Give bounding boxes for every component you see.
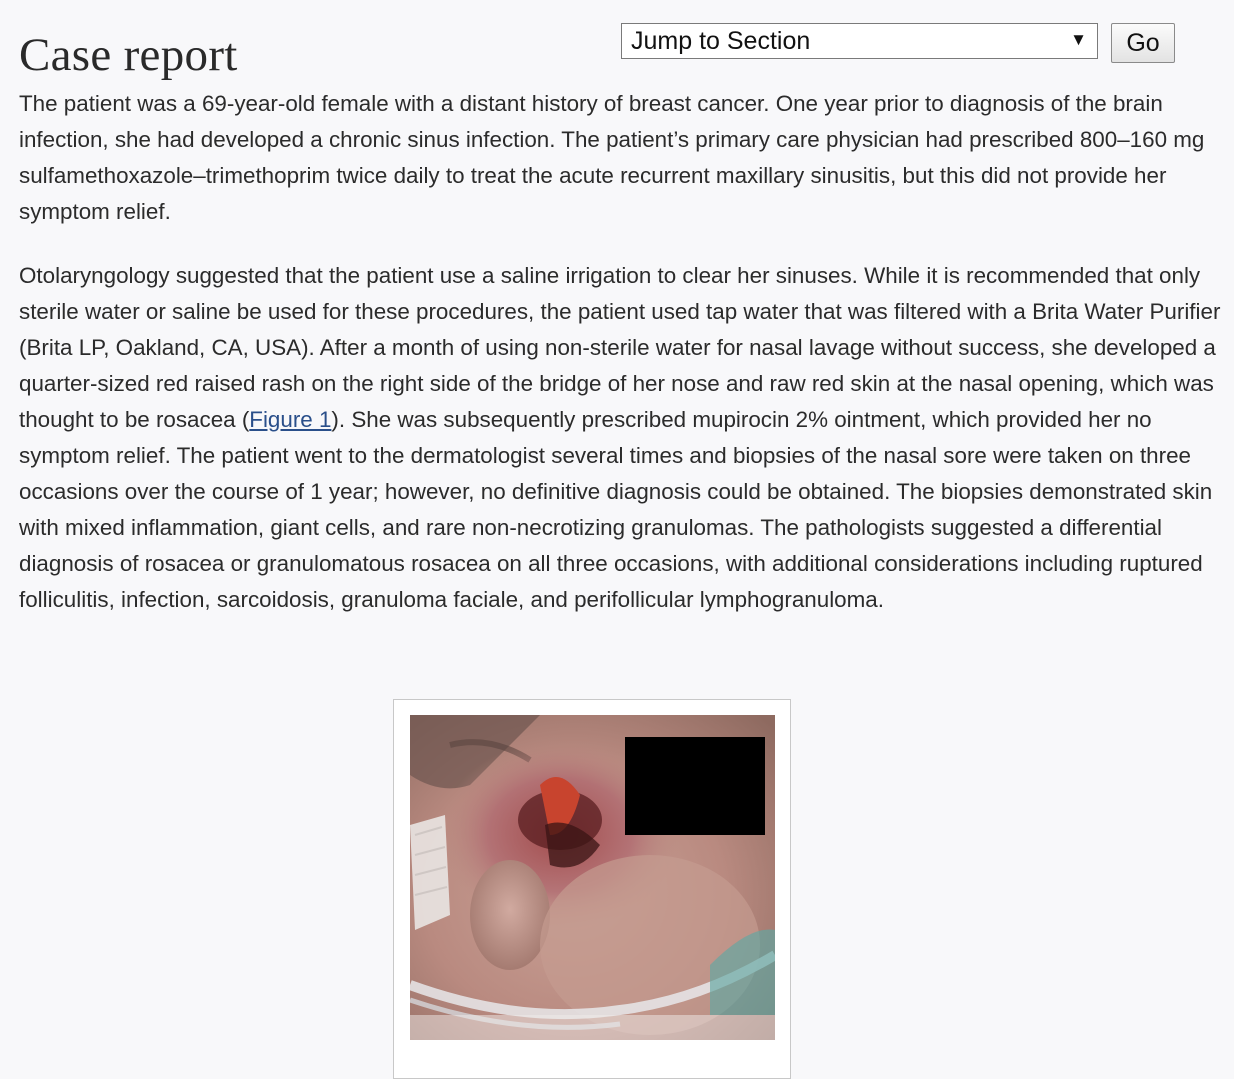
- jump-to-section-value: Jump to Section: [631, 27, 811, 55]
- paragraph-2-text-start: Otolaryngology suggested that the patient use a saline irrigation to clear her sinuses. While it is recommended that only sterile water or saline be used for these procedures, the patient used tap water that was filtered with a Brita Water Purifier (Brita LP, Oakland, CA, USA). After a month of using non-sterile water for nasal lavage without success, she developed a quarter-sized red raised rash on the right side of the bridge of her nose and raw red skin at the nasal opening, which was thought to be rosacea (: [19, 263, 1221, 432]
- page-title: Case report: [19, 29, 238, 81]
- jump-to-section-select[interactable]: [621, 23, 1098, 59]
- dropdown-arrow-icon: ▼: [1070, 30, 1087, 49]
- figure-1-thumbnail[interactable]: [393, 699, 791, 1079]
- go-button[interactable]: Go: [1111, 23, 1175, 63]
- figure-1-link[interactable]: Figure 1: [249, 407, 332, 432]
- paragraph-1: The patient was a 69-year-old female with a distant history of breast cancer. One year prior to diagnosis of the brain infection, she had developed a chronic sinus infection. The patient’s primary care physician had prescribed 800–160 mg sulfamethoxazole–trimethoprim twice daily to treat the acute recurrent maxillary sinusitis, but this did not provide her symptom relief.: [19, 91, 1205, 224]
- paragraph-2: [19, 258, 1229, 618]
- article-body: [19, 86, 1229, 618]
- paragraph-2-text-end: ). She was subsequently prescribed mupirocin 2% ointment, which provided her no symptom relief. The patient went to the dermatologist several times and biopsies of the nasal sore were taken on three occasions over the course of 1 year; however, no definitive diagnosis could be obtained. The biopsies demonstrated skin with mixed inflammation, giant cells, and rare non-necrotizing granulomas. The pathologists suggested a differential diagnosis of rosacea or granulomatous rosacea on all three occasions, with additional considerations including ruptured folliculitis, infection, sarcoidosis, granuloma faciale, and perifollicular lymphogranuloma.: [19, 407, 1213, 612]
- clinical-photo-image: [410, 715, 775, 1040]
